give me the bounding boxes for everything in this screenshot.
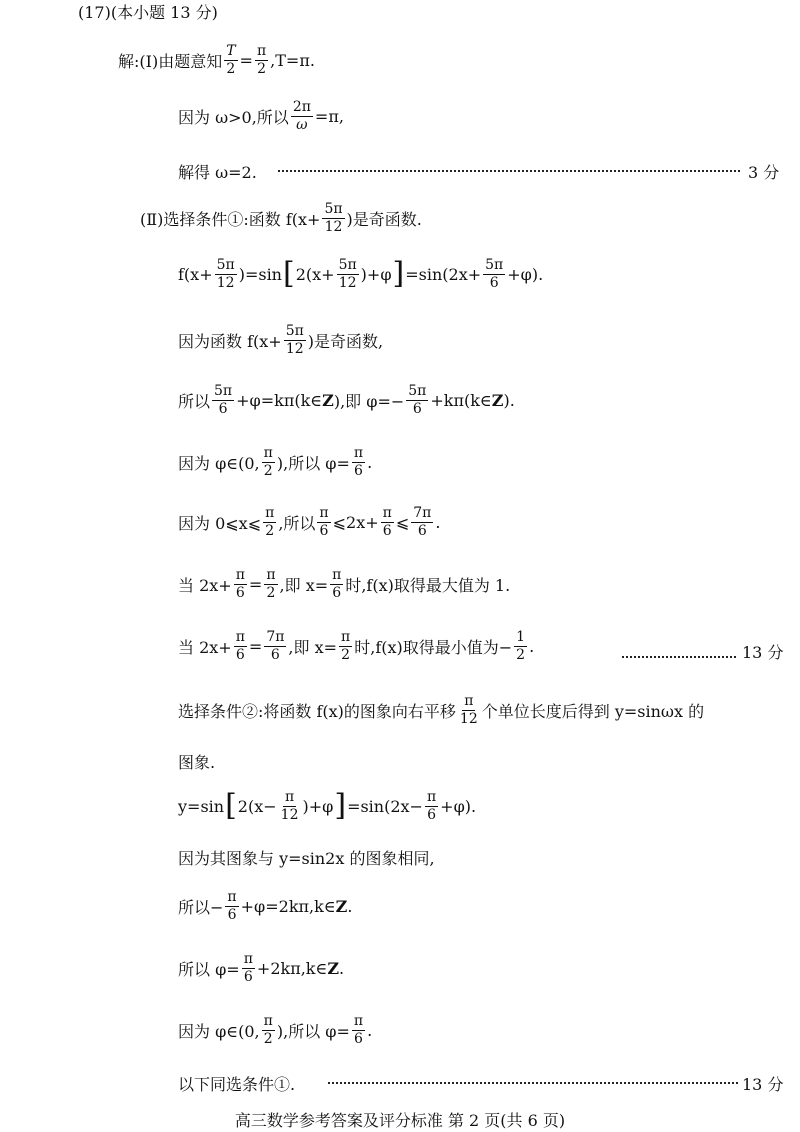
score-13: 13 分 [742,643,784,662]
question-header: (17)(本小题 13 分) [78,3,218,22]
equation-2: y=sin [ 2(x− $\frac{\pi}{12}$ )+φ ] =sin(2x− $\frac{\pi}{6}$ +φ). [178,788,477,824]
condition1-heading: (Ⅱ)选择条件①:函数 f(x+ $\frac{5\pi}{12}$ )是奇函数. [140,201,422,235]
step-4: 因为 φ∈(0, $\frac{\pi}{2}$ ),所以 φ= $\frac{\pi}{6}$ . [178,1013,373,1047]
reason-4: 因为 0⩽x⩽ $\frac{\pi}{2}$ ,所以 $\frac{\pi}{6}$ ⩽2x+ $\frac{\pi}{6}$ ⩽ $\frac{7\pi}{6}$ . [178,505,441,539]
score-13-final: 13 分 [742,1075,784,1094]
dot-leader [328,1082,738,1084]
reason-3: 因为 φ∈(0, $\frac{\pi}{2}$ ),所以 φ= $\frac{\pi}{6}$ . [178,445,373,479]
equation-1: f(x+ $\frac{5\pi}{12}$ )=sin [ 2(x+ $\frac{5\pi}{12}$ )+φ ] =sin(2x+ $\frac{5\pi}{6}$ +φ). [178,256,544,292]
step-2: 所以− $\frac{\pi}{6}$ +φ=2kπ,k∈ Z . [178,889,353,923]
dot-leader [622,656,736,658]
step-1: 因为其图象与 y=sin2x 的图象相同, [178,849,435,868]
page-footer: 高三数学参考答案及评分标准 第 2 页(共 6 页) [234,1111,566,1130]
step-5: 以下同选条件①. [178,1075,296,1094]
reason-2: 所以 $\frac{5\pi}{6}$ +φ=kπ(k∈ Z ),即 φ=− $\frac{5\pi}{6}$ +kπ(k∈ Z ). [178,383,515,417]
condition2-heading: 选择条件②:将函数 f(x)的图象向右平移 $\frac{\pi}{12}$ 个单位长度后得到 y=sinωx 的 [178,693,705,727]
reason-1: 因为函数 f(x+ $\frac{5\pi}{12}$ )是奇函数, [178,323,384,357]
condition2-heading-cont: 图象. [178,753,216,772]
reason-5: 当 2x+ $\frac{\pi}{6}$ = $\frac{\pi}{2}$ ,即 x= $\frac{\pi}{6}$ 时,f(x)取得最大值为 1. [178,567,511,601]
dot-leader [278,170,740,172]
part1-line-3: 解得 ω=2. [178,163,257,182]
part1-line-2: 因为 ω>0,所以 $\frac{2\pi}{\omega}$ =π, [178,99,344,133]
part1-line-1: 解:(Ⅰ)由题意知 $\frac{T}{2}$ = $\frac{\pi}{2}$ ,T=π. [118,43,315,77]
step-3: 所以 φ= $\frac{\pi}{6}$ +2kπ,k∈ Z . [178,951,345,985]
score-3: 3 分 [748,163,780,182]
reason-6: 当 2x+ $\frac{\pi}{6}$ = $\frac{7\pi}{6}$ ,即 x= $\frac{\pi}{2}$ 时,f(x)取得最小值为− $\frac{1}{2}$ . [178,629,535,663]
